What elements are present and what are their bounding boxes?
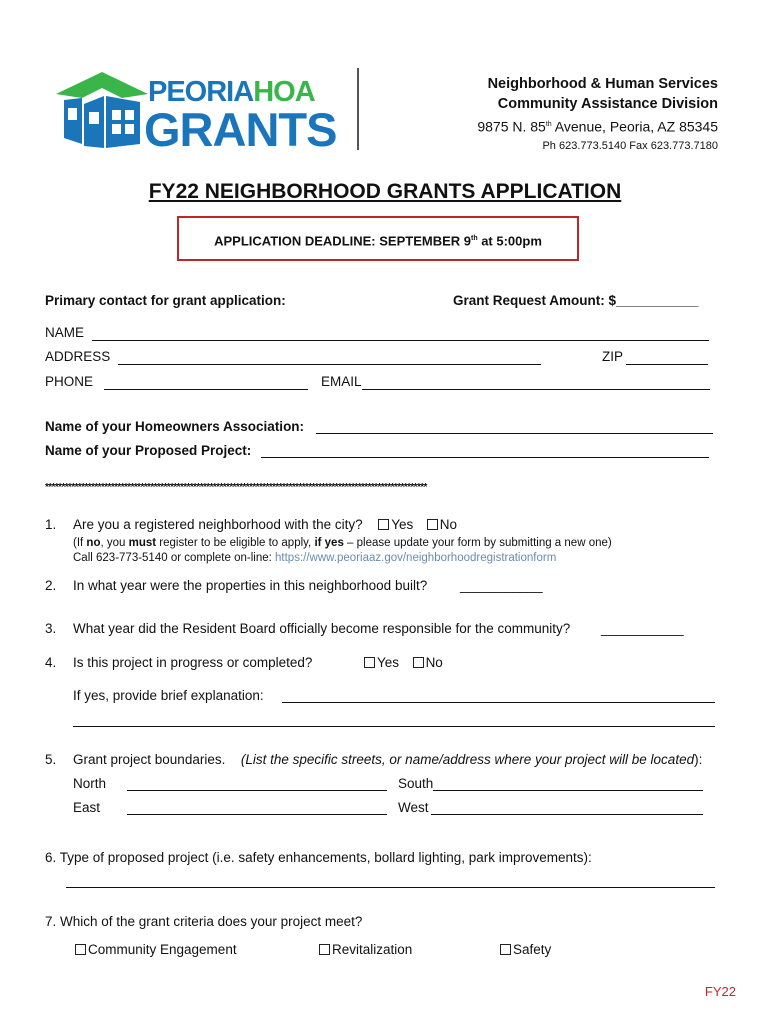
address-field[interactable]: [118, 364, 541, 365]
q4-explain-label: If yes, provide brief explanation:: [73, 688, 264, 703]
north-field[interactable]: [127, 790, 387, 791]
q4-explain-field-1[interactable]: [282, 702, 715, 703]
q7-opt3: [500, 942, 551, 957]
q7-text: 7. Which of the grant criteria does your project meet?: [45, 914, 363, 929]
header-address: [388, 114, 718, 138]
project-name-field[interactable]: [261, 457, 709, 458]
community-engagement-checkbox[interactable]: [75, 944, 86, 955]
revitalization-label: Revitalization: [332, 942, 413, 957]
q1-yes-label: Yes: [391, 517, 414, 532]
q4-yes-label: Yes: [377, 655, 400, 670]
q5-text: Grant project boundaries.: [73, 752, 226, 767]
safety-checkbox[interactable]: [500, 944, 511, 955]
deadline-sup: th: [470, 235, 478, 242]
header-line2: Community Assistance Division: [497, 96, 718, 112]
q1-note-ifyes: if yes: [314, 537, 344, 549]
q2-field[interactable]: ___________: [460, 578, 543, 593]
north-label: North: [73, 776, 107, 791]
grant-amount-label[interactable]: Grant Request Amount: $___________: [453, 293, 699, 308]
logo: [52, 68, 362, 156]
q4-no-label: No: [425, 655, 443, 670]
q3-number: 3.: [45, 621, 57, 636]
q2-number: 2.: [45, 578, 57, 593]
email-label: EMAIL: [321, 374, 362, 389]
q3-field[interactable]: ___________: [601, 621, 684, 636]
q1-text: Are you a registered neighborhood with the city?: [73, 517, 363, 532]
address-sup: th: [545, 121, 552, 128]
q4-options: [364, 655, 443, 670]
q1-note-b: , you: [100, 537, 129, 549]
q4-number: 4.: [45, 655, 57, 670]
q1-no-label: No: [439, 517, 458, 532]
q1-note-d: – please update your form by submitting a new one): [343, 537, 612, 549]
q6-field[interactable]: [66, 887, 715, 888]
header-line1: Neighborhood & Human Services: [487, 76, 718, 92]
zip-field[interactable]: [626, 364, 708, 365]
footer-tag: FY22: [704, 984, 736, 999]
name-field[interactable]: [92, 340, 709, 341]
q1-call: [73, 552, 556, 564]
address-part-a: 9875 N. 85: [477, 118, 546, 135]
phone-label: PHONE: [45, 374, 94, 389]
q4-no-checkbox[interactable]: [413, 657, 424, 668]
hoa-field[interactable]: [316, 433, 713, 434]
logo-grants: GRANTS: [144, 103, 337, 156]
q1-note-no: no: [86, 537, 101, 549]
west-field[interactable]: [431, 814, 703, 815]
q2-text: In what year were the properties in this neighborhood built?: [73, 578, 428, 593]
registration-link[interactable]: https://www.peoriaaz.gov/neighborhoodregistrationform: [275, 552, 557, 564]
phone-field[interactable]: [104, 389, 308, 390]
q1-no-checkbox[interactable]: [427, 519, 438, 530]
revitalization-checkbox[interactable]: [319, 944, 330, 955]
q7-opt1: [75, 942, 237, 957]
q4-text: Is this project in progress or completed?: [73, 655, 313, 670]
safety-label: Safety: [513, 942, 552, 957]
house-logo-icon: [52, 68, 152, 150]
zip-label: ZIP: [602, 349, 624, 364]
q1-yes-checkbox[interactable]: [378, 519, 389, 530]
west-label: West: [398, 800, 429, 815]
q1-call-text: Call 623-773-5140 or complete on-line:: [73, 552, 276, 564]
q4-yes-checkbox[interactable]: [364, 657, 375, 668]
logo-divider: [357, 68, 359, 150]
q1-note-c: register to be eligible to apply,: [156, 537, 315, 549]
header-phone: Ph 623.773.5140 Fax 623.773.7180: [542, 139, 718, 152]
q1-note: [73, 537, 612, 549]
project-name-label: Name of your Proposed Project:: [45, 443, 252, 458]
q5-number: 5.: [45, 752, 57, 767]
logo-peoria: PEORIA: [148, 76, 254, 108]
deadline-text-b: at 5:00pm: [477, 233, 542, 249]
address-label: ADDRESS: [45, 349, 111, 364]
name-label: NAME: [45, 325, 85, 340]
east-field[interactable]: [127, 814, 387, 815]
hoa-label: Name of your Homeowners Association:: [45, 419, 305, 434]
q1-note-a: (If: [73, 537, 87, 549]
header-block: [388, 74, 718, 154]
page-title: FY22 NEIGHBORHOOD GRANTS APPLICATION: [148, 180, 622, 203]
email-field[interactable]: [362, 389, 710, 390]
q5-row: [73, 752, 702, 767]
community-engagement-label: Community Engagement: [88, 942, 237, 957]
q6-text: 6. Type of proposed project (i.e. safety enhancements, bollard lighting, park improvements):: [45, 850, 592, 865]
q4-explain-field-2[interactable]: [73, 726, 715, 727]
address-part-b: Avenue, Peoria, AZ 85345: [551, 118, 718, 135]
deadline-box: [177, 216, 579, 261]
q3-text: What year did the Resident Board officially become responsible for the community?: [73, 621, 571, 636]
deadline-text-a: APPLICATION DEADLINE: SEPTEMBER 9: [214, 233, 471, 249]
south-field[interactable]: [433, 790, 703, 791]
q5-hint: (List the specific streets, or name/address where your project will be located: [240, 752, 695, 767]
east-label: East: [73, 800, 101, 815]
primary-contact-label: Primary contact for grant application:: [45, 293, 286, 308]
q1-row: [73, 517, 457, 532]
separator: ********************************************************************************************************************: [45, 482, 427, 493]
q5-hint-end: ):: [694, 752, 703, 767]
q7-opt2: [319, 942, 412, 957]
logo-hoa: HOA: [253, 76, 315, 108]
south-label: South: [398, 776, 434, 791]
q1-note-must: must: [128, 537, 157, 549]
q1-number: 1.: [45, 517, 57, 532]
